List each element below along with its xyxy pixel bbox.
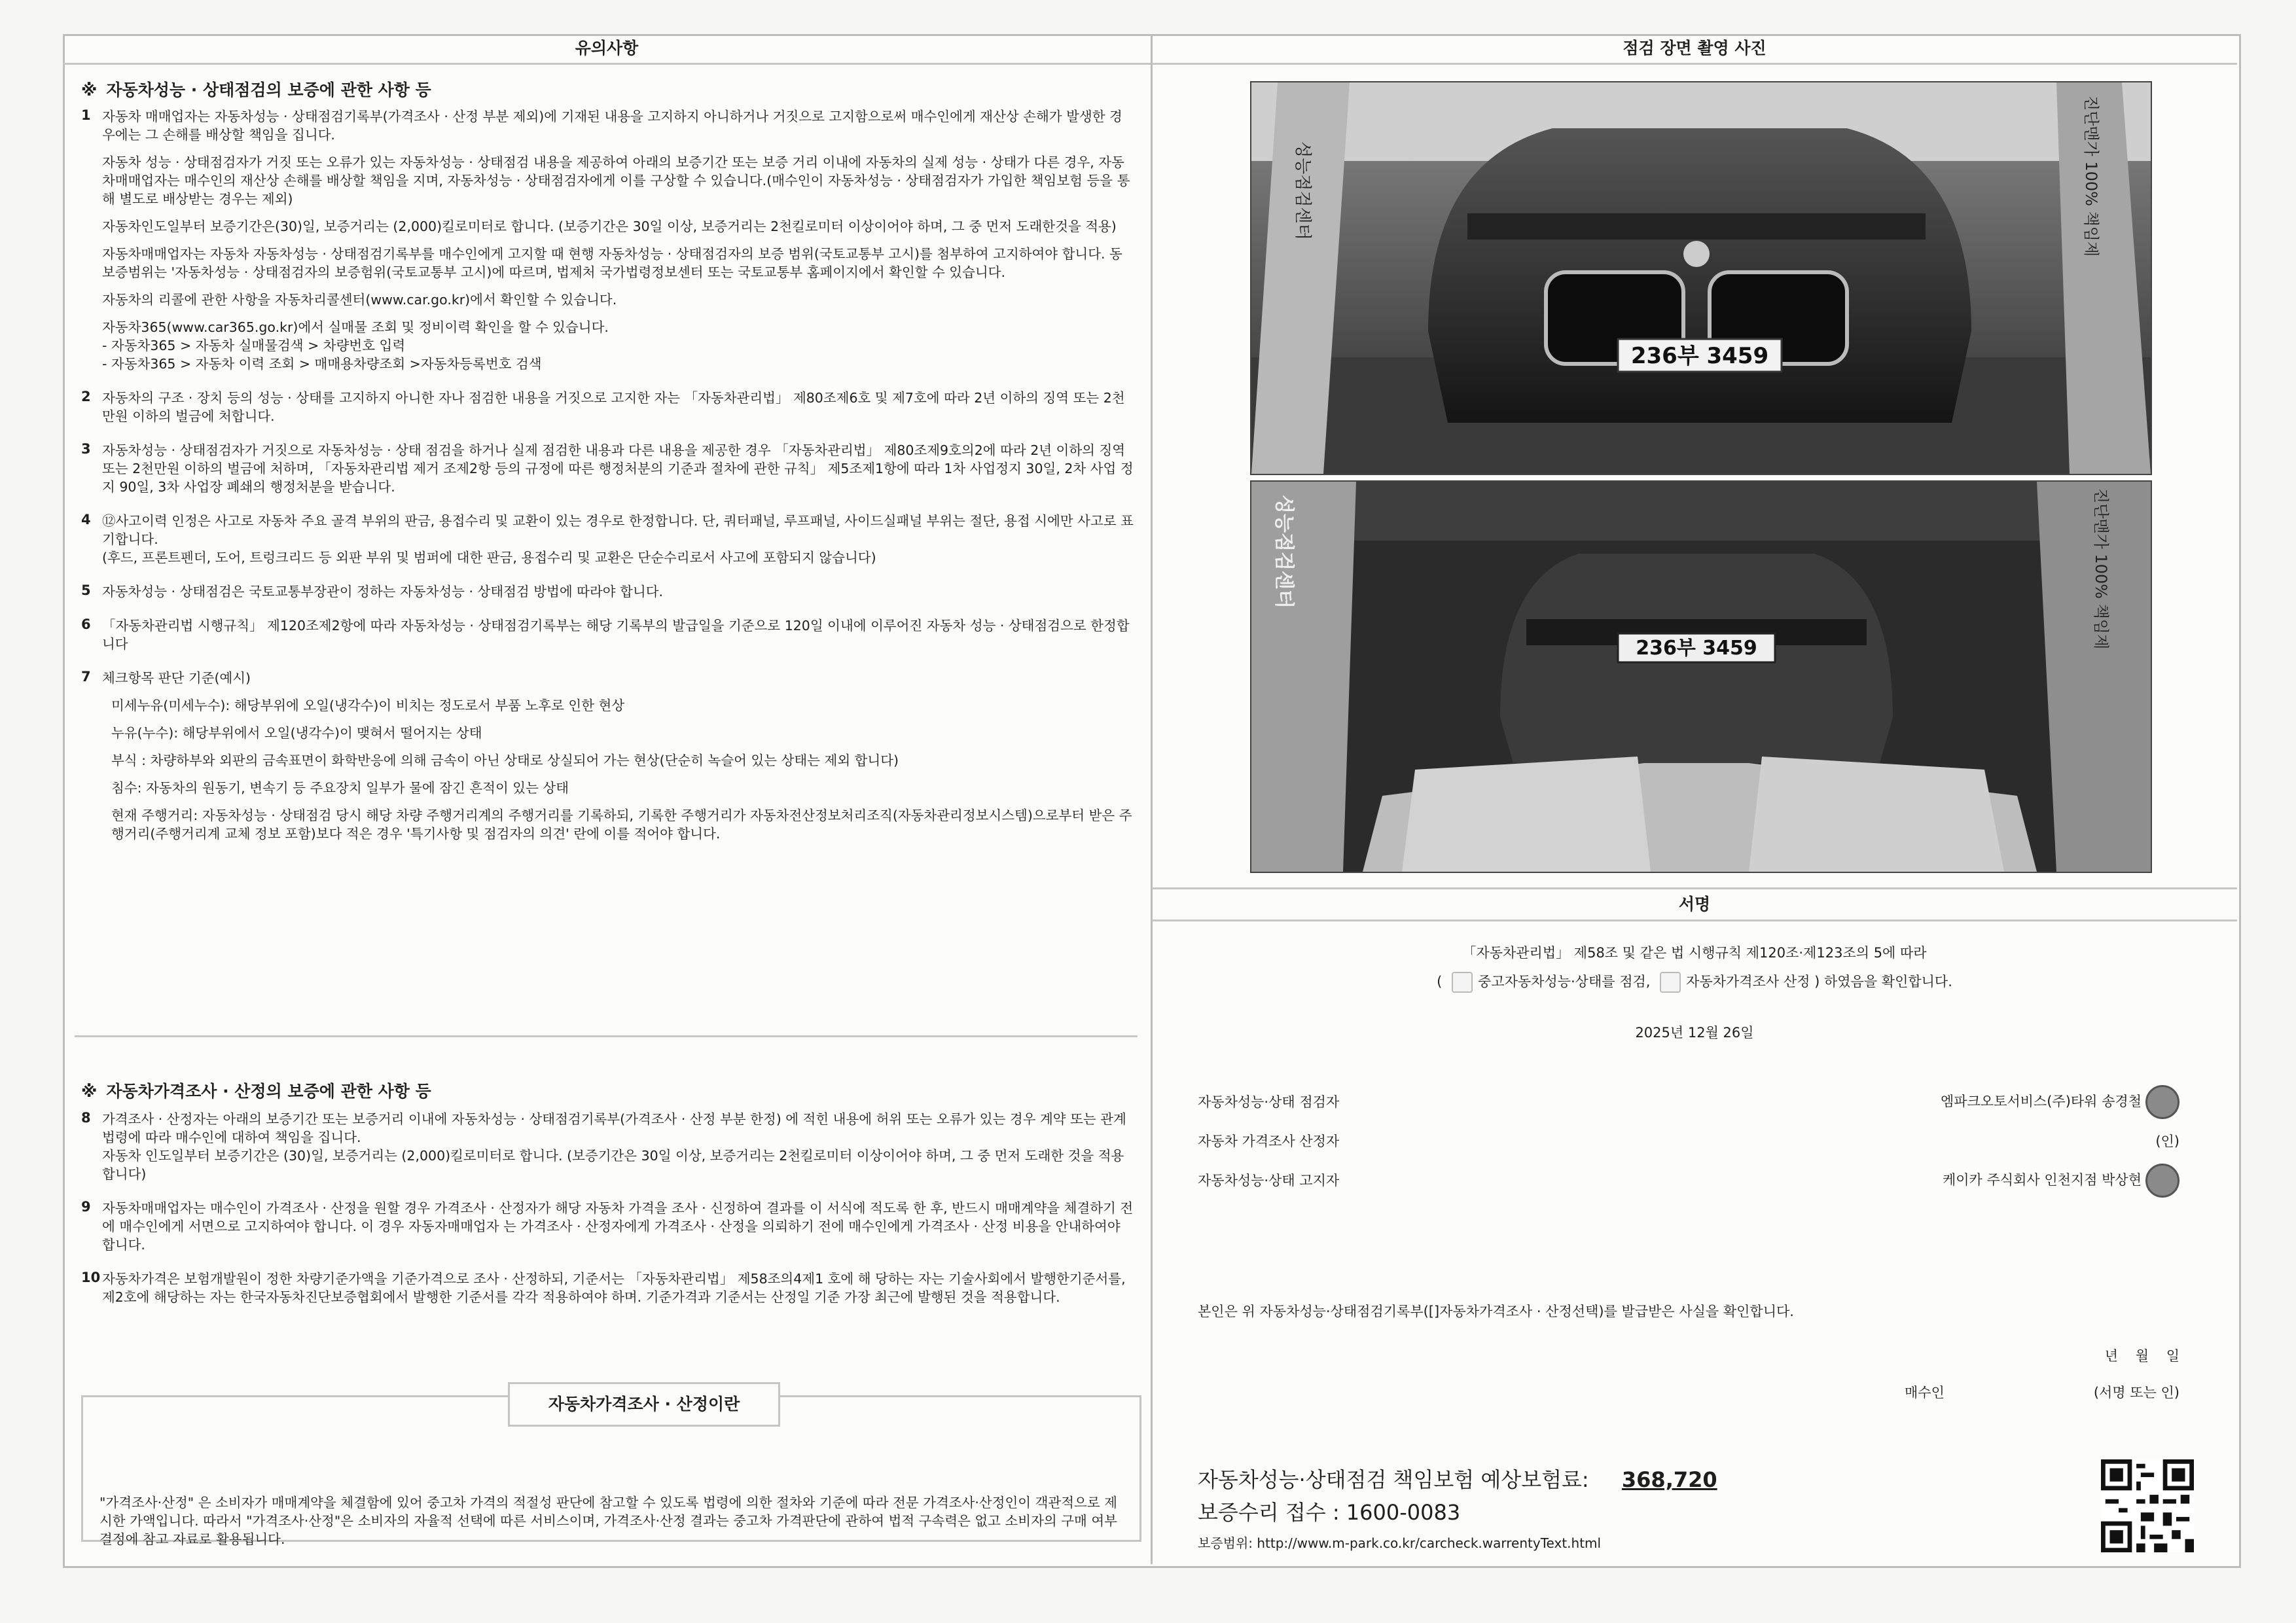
notice-item bbox=[81, 1199, 1135, 1263]
confirm-line: ( 중고자동차성능·상태를 점검, 자동차가격조사 산정 ) 하였음을 확인합니다. bbox=[1152, 971, 2237, 993]
buyer-label: 매수인 bbox=[1905, 1385, 1945, 1400]
pillar-right-label-rear: 진단맨가 100% 책임제 bbox=[2092, 488, 2110, 650]
signer-row bbox=[1198, 1170, 2206, 1190]
repair-line: 보증수리 접수 : 1600-0083 bbox=[1198, 1500, 1461, 1525]
item-number: 10 bbox=[81, 1270, 101, 1285]
section-divider bbox=[75, 1035, 1138, 1037]
price-items bbox=[81, 1110, 1135, 1315]
item-number: 1 bbox=[81, 107, 91, 123]
item-number: 5 bbox=[81, 582, 91, 598]
definition-text: "가격조사·산정" 은 소비자가 매매계약을 체결함에 있어 중고차 가격의 적절성 판단에 참고할 수 있도록 법령에 의한 절차와 기준에 따라 전문 가격조사·산정인이 객관적으로 제시한 가액입니다. 따라서 "가격조사·산정"은 소비자의 자율적 선택에 따른 서비스이며, 가격조사·산정 결과는 중고차 가격판단에 관하여 법적 구속력은 없고 소비자의 구매 여부 결정에 참고 자료로 활용됩니다. bbox=[99, 1495, 1117, 1547]
item-paragraph: 자동차매매업자는 자동차 자동차성능 · 상태점검기록부를 매수인에게 고지할 때 현행 자동차성능 · 상태점검자의 보증 범위(국토교통부 고시)를 첨부하여 고지하여야 합니다. 동 보증범위는 '자동차성능 · 상태점검자의 보증험위(국토교통부 고시)에 따르며, 법제처 국가법령정보센터 또는 국토교통부 홈페이지에서 확인할 수 있습니다. bbox=[102, 246, 1122, 280]
notice-item bbox=[81, 669, 1135, 852]
item-paragraph: 자동차의 구조 · 장치 등의 성능 · 상태를 고지하지 아니한 자나 점검한 내용을 거짓으로 고지한 자는 「자동차관리법」 제80조제6호 및 제7호에 따라 2년 이하의 징역 또는 2천만원 이하의 벌금에 처합니다. bbox=[102, 390, 1125, 424]
inspection-checkbox[interactable] bbox=[1452, 972, 1473, 993]
seal-stamp-icon bbox=[2145, 1164, 2179, 1198]
inspection-checkbox-label: 중고자동차성능·상태를 점검, bbox=[1478, 974, 1651, 990]
signer-name: 케이카 주식회사 인천지점 박상현 bbox=[1943, 1164, 2179, 1198]
price-checkbox[interactable] bbox=[1660, 972, 1681, 993]
pillar-right-label: 진단맨가 100% 책임제 bbox=[2082, 96, 2100, 257]
qr-code-icon[interactable] bbox=[2101, 1459, 2194, 1552]
criteria-paragraph: 침수: 자동차의 원동기, 변속기 등 주요장치 일부가 물에 잠긴 흔적이 있는 상태 bbox=[111, 780, 569, 796]
item-number: 3 bbox=[81, 441, 91, 457]
rear-plate: 236부 3459 bbox=[1636, 637, 1757, 660]
photo-sign-column bbox=[1152, 34, 2237, 1564]
rear-inspection-photo bbox=[1250, 480, 2152, 873]
photo-header: 점검 장면 촬영 사진 bbox=[1152, 34, 2237, 65]
ymd-label: 년 월 일 bbox=[2104, 1348, 2179, 1364]
item-number: 6 bbox=[81, 616, 91, 632]
notice-item bbox=[81, 107, 1135, 382]
item-paragraph: 자동차의 리콜에 관한 사항을 자동차리콜센터(www.car.go.kr)에서 확인할 수 있습니다. bbox=[102, 292, 617, 308]
notice-item bbox=[81, 1270, 1135, 1315]
criteria-paragraph: 부식 : 차량하부와 외판의 금속표면이 화학반응에 의해 금속이 아닌 상태로 상실되어 가는 현상(단순히 녹슬어 있는 상태는 제외 합니다) bbox=[111, 753, 899, 768]
signer-role: 자동차 가격조사 산정자 bbox=[1198, 1133, 1340, 1149]
item-paragraph: ⑫사고이력 인정은 사고로 자동차 주요 골격 부위의 판금, 용접수리 및 교환이 있는 경우로 한정합니다. 단, 쿼터패널, 루프패널, 사이드실패널 부위는 절단, 용접 시에만 사고로 표기합니다. (후드, 프론트펜더, 도어, 트렁크리드 등 외판 부위 및 범퍼에 대한 판금, 용접수리 및 교환은 단순수리로서 사고에 포함되지 않습니다) bbox=[102, 513, 1134, 565]
item-paragraph: 가격조사 · 산정자는 아래의 보증기간 또는 보증거리 이내에 자동차성능 · 상태점검기록부(가격조사 · 산정 부분 한정) 에 적힌 내용에 허위 또는 오류가 있는 경우 계약 또는 관계법령에 따라 매수인에 대하여 책임을 집니다. 자동차 인도일부터 보증기간은 (30)일, 보증거리는 (2,000)킬로미터로 합니다. (보증기간은 30일 이상, 보증거리는 2천킬로미터 이상이어야 하며, 그 중 먼저 도래한 것을 적용합니다) bbox=[102, 1111, 1126, 1182]
price-section bbox=[81, 1079, 1135, 1315]
front-inspection-photo bbox=[1250, 81, 2152, 475]
front-plate: 236부 3459 bbox=[1630, 343, 1769, 369]
criteria-paragraph: 미세누유(미세누수): 해당부위에 오일(냉각수)이 비치는 정도로서 부품 노후로 인한 현상 bbox=[111, 698, 625, 713]
item-number: 9 bbox=[81, 1199, 91, 1215]
signer-role: 자동차성능·상태 점검자 bbox=[1198, 1094, 1340, 1110]
signer-name: (인) bbox=[2155, 1133, 2179, 1149]
signer-name: 엠파크오토서비스(주)타워 송경철 bbox=[1941, 1085, 2179, 1119]
item-number: 8 bbox=[81, 1110, 91, 1126]
issue-date: 2025년 12월 26일 bbox=[1635, 1025, 1754, 1041]
item-number: 4 bbox=[81, 512, 91, 527]
item-number: 7 bbox=[81, 669, 91, 685]
notice-item bbox=[81, 582, 1135, 610]
warranty-section bbox=[81, 77, 1135, 852]
signer-role: 자동차성능·상태 고지자 bbox=[1198, 1173, 1340, 1188]
warranty-title: ※ 자동차성능 · 상태점검의 보증에 관한 사항 등 bbox=[81, 80, 431, 99]
buyer-sign: (서명 또는 인) bbox=[2093, 1385, 2179, 1400]
insurance-line bbox=[1198, 1463, 1717, 1493]
item-paragraph: 「자동차관리법 시행규칙」 제120조제2항에 따라 자동차성능 · 상태점검기록부는 해당 기록부의 발급일을 기준으로 120일 이내에 이루어진 자동차 성능 · 상태점검으로 한정합니다 bbox=[102, 618, 1130, 652]
criteria-paragraph: 누유(누수): 해당부위에서 오일(냉각수)이 맺혀서 떨어지는 상태 bbox=[111, 725, 482, 741]
definition-title: 자동차가격조사 · 산정이란 bbox=[508, 1382, 780, 1427]
notice-item bbox=[81, 1110, 1135, 1192]
item-paragraph: 자동차성능 · 상태점검은 국토교통부장관이 정하는 자동차성능 · 상태점검 방법에 따라야 합니다. bbox=[102, 584, 664, 599]
warranty-range-link[interactable]: 보증범위: http://www.m-park.co.kr/carcheck.warrentyText.html bbox=[1198, 1535, 1602, 1551]
item-paragraph: 자동차365(www.car365.go.kr)에서 실매물 조회 및 정비이력 확인을 할 수 있습니다. - 자동차365 > 자동차 실매물검색 > 차량번호 입력 - 자동차365 > 자동차 이력 조회 > 매매용차량조회 >자동차등록번호 검색 bbox=[102, 319, 609, 372]
item-paragraph: 자동차 성능 · 상태점검자가 거짓 또는 오류가 있는 자동차성능 · 상태점검 내용을 제공하여 아래의 보증기간 또는 보증 거리 이내에 자동차의 실제 성능 · 상태가 다른 경우, 자동차매매업자는 매수인의 재산상 손해를 배상할 책임을 지며, 자동차성능 · 상태점검자에게 이를 구상할 수 있습니다.(매수인이 자동차성능 · 상태점검자가 가입한 책임보험 등을 통해 별도로 배상받는 경우는 제외) bbox=[102, 154, 1130, 207]
item-paragraph: 체크항목 판단 기준(예시) bbox=[102, 670, 251, 686]
item-paragraph: 자동차가격은 보험개발원이 정한 차량기준가액을 기준가격으로 조사 · 산정하되, 기준서는 「자동차관리법」 제58조의4제1 호에 해 당하는 자는 기술사회에서 발행한기준서를, 제2호에 해당하는 자는 한국자동차진단보증협회에서 발행한 기준서를 각각 적용하여야 하며. 기준가격과 기준서는 산정일 기준 가장 최근에 발행된 것을 적용합니다. bbox=[102, 1271, 1126, 1305]
price-title: ※ 자동차가격조사 · 산정의 보증에 관한 사항 등 bbox=[81, 1082, 431, 1101]
notice-item bbox=[81, 616, 1135, 662]
item-number: 2 bbox=[81, 389, 91, 404]
receipt-text: 본인은 위 자동차성능·상태점검기록부([]자동차가격조사 · 산정선택)를 발급받은 사실을 확인합니다. bbox=[1198, 1304, 1794, 1319]
pillar-left-label-rear: 성능점검센터 bbox=[1272, 495, 1295, 609]
criteria-paragraph: 현재 주행거리: 자동차성능 · 상태점검 당시 해당 차량 주행거리계의 주행거리를 기록하되, 기록한 주행거리가 자동차전산정보처리조직(자동차관리정보시스템)으로부터 받은 주행거리(주행거리계 교체 정보 포함)보다 적은 경우 '특기사항 및 점검자의 의견' 란에 이를 적어야 합니다. bbox=[111, 808, 1132, 842]
insurance-value: 368,720 bbox=[1621, 1467, 1717, 1492]
item-paragraph: 자동차성능 · 상태점검자가 거짓으로 자동차성능 · 상태 점검을 하거나 실제 점검한 내용과 다른 내용을 제공한 경우 「자동차관리법」 제80조제9호의2에 따라 2년 이하의 징역 또는 2천만원 이하의 벌금에 처하며, 「자동차관리법 제거 조제2항 등의 규정에 따른 행정처분의 기준과 절차에 관한 규칙」 제5조제1항에 따라 1차 사업정지 30일, 2차 사업 정지 90일, 3차 사업장 폐쇄의 행정처분을 받습니다. bbox=[102, 442, 1134, 495]
warranty-items bbox=[81, 107, 1135, 852]
item-paragraph: 자동차매매업자는 매수인이 가격조사 · 산정을 원할 경우 가격조사 · 산정자가 해당 자동차 가격을 조사 · 신정하여 결과를 이 서식에 적도록 한 후, 반드시 매매계약을 체결하기 전에 매수인에게 서면으로 고지하여야 합니다. 이 경우 자동자매매업자 는 가격조사 · 산정자에게 가격조사 · 산정을 의뢰하기 전에 매수인에게 가격조사 · 산정 비용을 안내하여야 합니다. bbox=[102, 1200, 1134, 1253]
notice-item bbox=[81, 389, 1135, 435]
pillar-left-label: 성능점검센터 bbox=[1293, 141, 1312, 240]
notice-header: 유의사항 bbox=[63, 34, 1151, 65]
price-checkbox-label: 자동차가격조사 산정 bbox=[1686, 974, 1810, 990]
notice-column bbox=[63, 34, 1153, 1564]
law-line: 「자동차관리법」 제58조 및 같은 법 시행규칙 제120조·제123조의 5에 따라 bbox=[1462, 945, 1927, 961]
signature-header: 서명 bbox=[1152, 887, 2237, 921]
insurance-label: 자동차성능·상태점검 책임보험 예상보험료: bbox=[1198, 1467, 1589, 1492]
item-paragraph: 자동차 매매업자는 자동차성능 · 상태점검기록부(가격조사 · 산정 부분 제외)에 기재된 내용을 고지하지 아니하거나 거짓으로 고지함으로써 매수인에게 재산상 손해가 발생한 경우에는 그 손해를 배상할 책임을 집니다. bbox=[102, 109, 1122, 143]
signer-row bbox=[1198, 1131, 2206, 1150]
signer-row bbox=[1198, 1092, 2206, 1111]
notice-item bbox=[81, 441, 1135, 505]
seal-stamp-icon bbox=[2145, 1085, 2179, 1119]
notice-item bbox=[81, 512, 1135, 576]
note-mark: ※ bbox=[81, 80, 98, 99]
item-paragraph: 자동차인도일부터 보증기간은(30)일, 보증거리는 (2,000)킬로미터로 합니다. (보증기간은 30일 이상, 보증거리는 2천킬로미터 이상이어야 하며, 그 중 먼저 도래한것을 적용) bbox=[102, 219, 1117, 234]
